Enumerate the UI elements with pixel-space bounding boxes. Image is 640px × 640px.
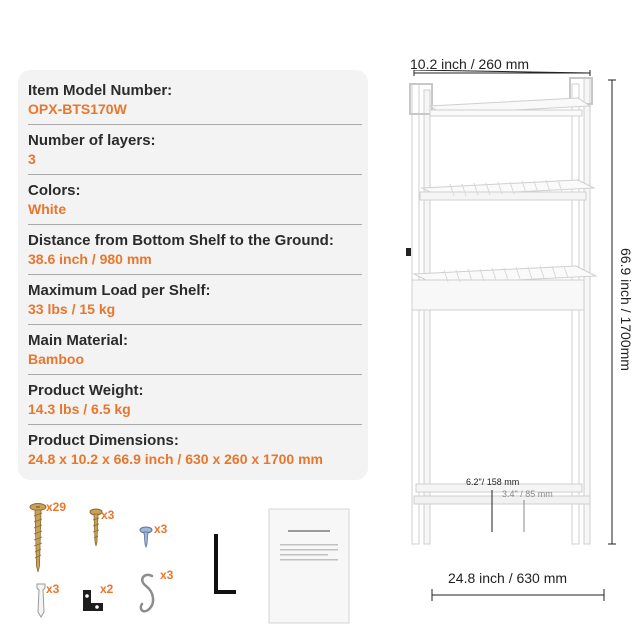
spec-layers <box>28 132 362 168</box>
width-dimension-label: 24.8 inch / 630 mm <box>448 570 568 586</box>
spec-value: Bamboo <box>28 351 84 367</box>
accessories-area <box>0 490 400 640</box>
spec-label: Item Model Number: <box>28 82 173 99</box>
spec-divider <box>28 174 362 175</box>
spec-label: Distance from Bottom Shelf to the Ground: <box>28 232 334 249</box>
spec-divider <box>28 374 362 375</box>
depth-dimension-label: 10.2 inch / 260 mm <box>410 56 530 72</box>
spec-label: Maximum Load per Shelf: <box>28 282 211 299</box>
hook-count: x3 <box>160 568 174 582</box>
bottom-bar-height-label: 6.2"/ 158 mm <box>466 477 520 487</box>
spec-value: OPX-BTS170W <box>28 101 127 117</box>
spec-value: 33 lbs / 15 kg <box>28 301 116 317</box>
spec-divider <box>28 424 362 425</box>
bracket-count: x2 <box>100 582 114 596</box>
spec-max-load <box>28 282 362 318</box>
spec-value: 3 <box>28 151 36 167</box>
manual-icon <box>268 508 350 624</box>
spec-value: 24.8 x 10.2 x 66.9 inch / 630 x 260 x 1700 mm <box>28 451 323 467</box>
spec-label: Colors: <box>28 182 81 199</box>
spec-label: Number of layers: <box>28 132 156 149</box>
spec-weight <box>28 382 362 418</box>
spec-value: White <box>28 201 67 217</box>
s-hook-icon <box>134 570 162 618</box>
spec-panel <box>18 70 368 480</box>
medium-screw-count: x3 <box>101 508 115 522</box>
spec-label: Product Weight: <box>28 382 144 399</box>
spec-divider <box>28 124 362 125</box>
spec-ground-distance <box>28 232 362 268</box>
long-screw-count: x29 <box>46 500 67 514</box>
spec-value: 38.6 inch / 980 mm <box>28 251 152 267</box>
spec-dimensions <box>28 432 362 468</box>
height-dimension-label: 66.9 inch / 1700mm <box>618 248 634 371</box>
spec-colors <box>28 182 362 218</box>
spec-divider <box>28 274 362 275</box>
allen-key-icon <box>208 534 238 600</box>
spec-label: Product Dimensions: <box>28 432 179 449</box>
spec-divider <box>28 224 362 225</box>
anchor-count: x3 <box>46 582 60 596</box>
small-screw-count: x3 <box>154 522 168 536</box>
spec-label: Main Material: <box>28 332 129 349</box>
spec-divider <box>28 324 362 325</box>
spec-value: 14.3 lbs / 6.5 kg <box>28 401 131 417</box>
spec-model <box>28 82 362 118</box>
foot-bar-height-label: 3.4" / 85 mm <box>502 489 553 499</box>
spec-material <box>28 332 362 368</box>
shelf-drawing <box>400 70 640 640</box>
